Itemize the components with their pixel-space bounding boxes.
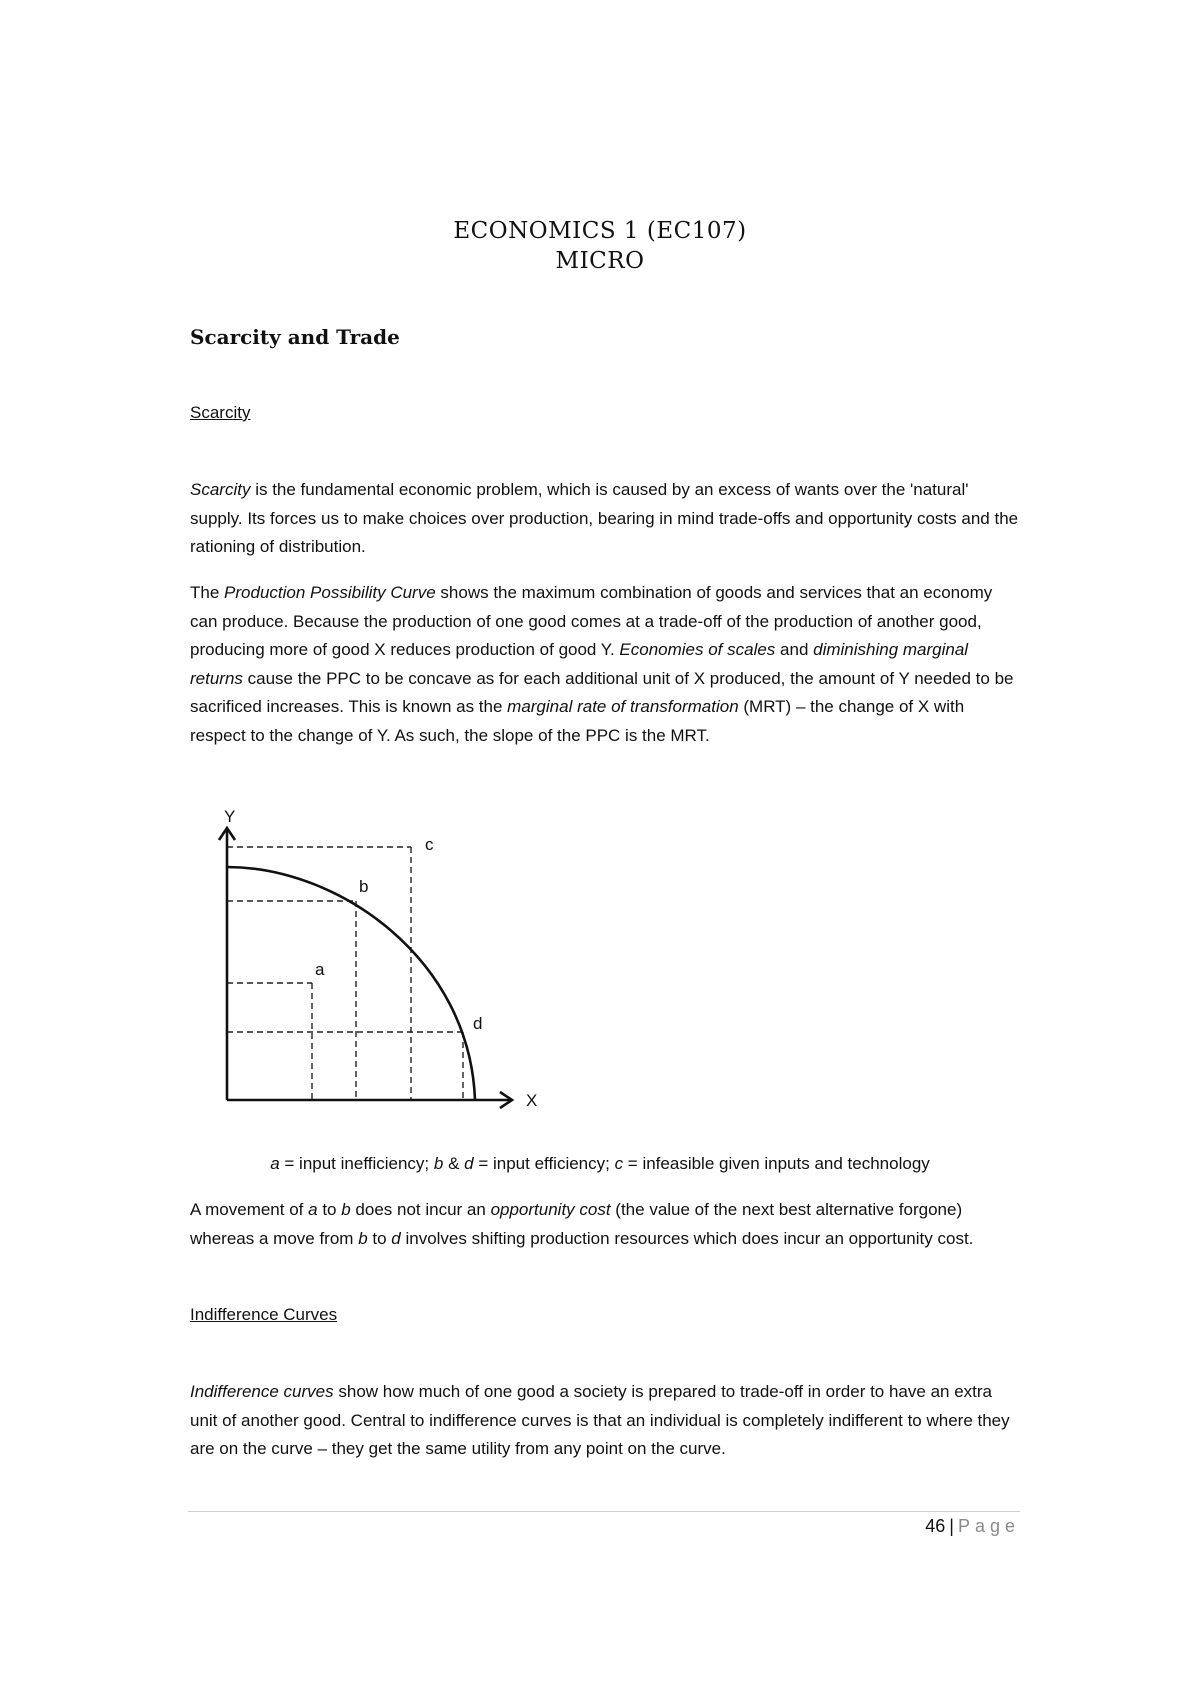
document-title: ECONOMICS 1 (EC107) [453, 218, 747, 244]
point-label-b: b [359, 877, 369, 896]
page-footer [925, 1516, 1020, 1537]
ppc-curve [227, 867, 475, 1100]
document-subtitle: MICRO [555, 248, 645, 274]
term-ppc: Production Possibility Curve [224, 583, 436, 602]
point-label-a: a [315, 960, 325, 979]
term-scarcity: Scarcity [190, 480, 251, 499]
section-heading: Scarcity and Trade [190, 325, 400, 349]
paragraph-scarcity: Scarcity is the fundamental economic problem, which is caused by an excess of wants over the 'natural' supply. Its forces us to make choices over production, bearing in mind trade-offs and opportunity costs and the rationing of distribution. [190, 480, 1019, 556]
paragraph-indifference: Indifference curves show how much of one good a society is prepared to trade-off in order to have an extra unit of another good. Central to indifference curves is that an individual is completely indifferent to where they are on the curve – they get the same utility from any point on the curve. [190, 1382, 1010, 1458]
page-label: Page [957, 1516, 1020, 1536]
term-opportunity-cost: opportunity cost [490, 1200, 611, 1219]
footer-separator: | [949, 1516, 954, 1536]
subheading-indifference-curves: Indifference Curves [190, 1305, 338, 1324]
point-label-c: c [425, 835, 434, 854]
diagram-caption: a = input inefficiency; b & d = input efficiency; c = infeasible given inputs and technology [270, 1154, 930, 1173]
footer-divider [188, 1511, 1020, 1512]
paragraph-ppc: The Production Possibility Curve shows the maximum combination of goods and services that an economy can produce. Because the production of one good comes at a trade-off of the production of another good, producing more of good X reduces production of good Y. Economies of scales and diminishing marginal returns cause the PPC to be concave as for each additional unit of X produced, the amount of Y needed to be sacrificed increases. This is known as the marginal rate of transformation (MRT) – the change of X with respect to the change of Y. As such, the slope of the PPC is the MRT. [190, 583, 1014, 745]
term-mrt: marginal rate of transformation [507, 697, 739, 716]
ppc-diagram [200, 800, 560, 1130]
guide-lines [227, 847, 463, 1100]
term-indifference-curves: Indifference curves [190, 1382, 334, 1401]
y-axis-label: Y [224, 807, 236, 826]
x-axis-label: X [526, 1091, 538, 1110]
term-economies-of-scale: Economies of scales [619, 640, 776, 659]
paragraph-movement: A movement of a to b does not incur an opportunity cost (the value of the next best alternative forgone) whereas a move from b to d involves shifting production resources which does incur an opportunity cost. [190, 1200, 974, 1248]
page-number: 46 [925, 1516, 946, 1536]
term-diminishing-returns: diminishing marginal returns [190, 640, 969, 688]
subheading-scarcity: Scarcity [190, 403, 251, 422]
point-label-d: d [473, 1014, 483, 1033]
